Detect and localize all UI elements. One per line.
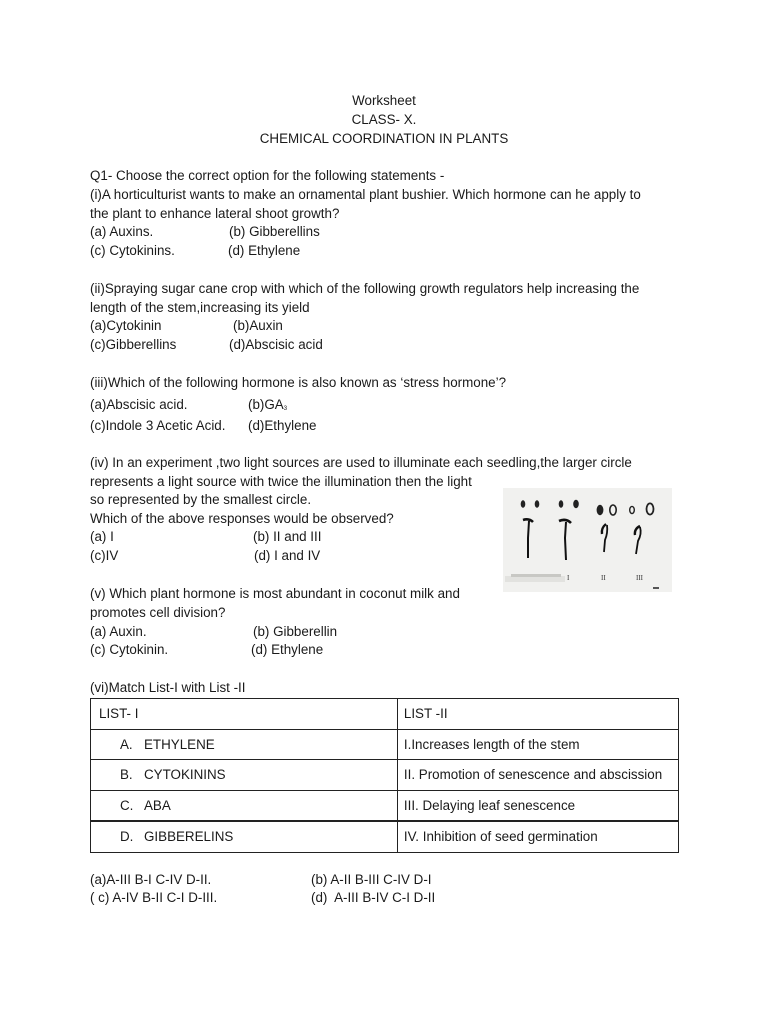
q-i-stem-line1: (i)A horticulturist wants to make an ornamental plant bushier. Which hormone can he apply to [90,187,641,202]
q-iv-stem-line1: (iv) In an experiment ,two light sources are used to illuminate each seedling,the larger circle [90,455,632,470]
q-v-option-d: (d) Ethylene [251,642,324,657]
match-table-header [91,699,679,730]
q-ii-option-a: (a)Cytokinin [90,318,162,333]
q-vi-stem: (vi)Match List-I with List -II [90,680,246,695]
list-ii-item: IV. Inhibition of seed germination [397,821,678,852]
q-v-stem-line1: (v) Which plant hormone is most abundant in coconut milk and [90,586,460,601]
list-ii-header: LIST -II [397,699,678,730]
match-table [90,698,679,853]
q-vi-option-b: (b) A-II B-III C-IV D-I [311,872,432,887]
seedling-phototropism-figure [503,488,672,592]
q-iv-option-a: (a) I [90,529,114,544]
q-iii-stem: (iii)Which of the following hormone is also known as ‘stress hormone’? [90,375,507,390]
worksheet-title: Worksheet [352,93,416,108]
q-ii-option-d: (d)Abscisic acid [229,337,323,352]
q-ii-option-c: (c)Gibberellins [90,337,177,352]
class-label: CLASS- X. [351,112,417,127]
q-v-option-b: (b) Gibberellin [253,624,338,639]
q-vi-option-d: (d) A-III B-IV C-I D-II [311,890,436,905]
figure-label-iii: III [636,574,643,582]
q-iv-stem-line2: represents a light source with twice the illumination then the light [90,474,472,489]
q-i-option-c: (c) Cytokinins. [90,243,175,258]
q-vi-option-c: ( c) A-IV B-II C-I D-III. [90,890,218,905]
q-iv-stem-line4: Which of the above responses would be observed? [90,511,394,526]
table-row [91,821,679,852]
list-i-item: A. ETHYLENE [91,729,398,760]
list-ii-item: II. Promotion of senescence and abscission [397,760,678,791]
q-iv-stem-line3: so represented by the smallest circle. [90,492,312,507]
figure-label-i: I [567,574,570,582]
q-i-option-b: (b) Gibberellins [229,224,320,239]
q-ii-stem-line1: (ii)Spraying sugar cane crop with which of the following growth regulators help increasing the [90,281,640,296]
q-vi-option-a: (a)A-III B-I C-IV D-II. [90,872,212,887]
q-iii-option-b: $(b)GA_3$ [248,397,288,412]
q-iii-option-d: (d)Ethylene [248,418,317,433]
q-v-stem-line2: promotes cell division? [90,605,226,620]
figure-label-ii: II [601,574,606,582]
q-iii-option-a: (a)Abscisic acid. [90,397,188,412]
q1-prompt: Q1- Choose the correct option for the following statements - [90,168,445,183]
q-i-stem-line2: the plant to enhance lateral shoot growth? [90,206,340,221]
figure-label-iv: IV [611,592,613,593]
list-ii-item: I.Increases length of the stem [397,729,678,760]
list-i-item: B. CYTOKININS [91,760,398,791]
q-iv-option-b: (b) II and III [253,529,322,544]
q-ii-stem-line2: length of the stem,increasing its yield [90,300,310,315]
q-ii-option-b: (b)Auxin [233,318,283,333]
q-iii-option-c: (c)Indole 3 Acetic Acid. [90,418,226,433]
subject-title: CHEMICAL COORDINATION IN PLANTS [259,131,509,146]
table-row [91,760,679,791]
table-row [91,790,679,821]
q-iv-option-c: (c)IV [90,548,119,563]
list-i-item: D. GIBBERELINS [91,821,398,852]
q-v-option-c: (c) Cytokinin. [90,642,169,657]
list-ii-item: III. Delaying leaf senescence [397,790,678,821]
list-i-item: C. ABA [91,790,398,821]
q-i-option-d: (d) Ethylene [228,243,301,258]
list-i-header: LIST- I [91,699,398,730]
table-row [91,729,679,760]
q-i-option-a: (a) Auxins. [90,224,154,239]
q-iv-option-d: (d) I and IV [254,548,321,563]
q-v-option-a: (a) Auxin. [90,624,147,639]
